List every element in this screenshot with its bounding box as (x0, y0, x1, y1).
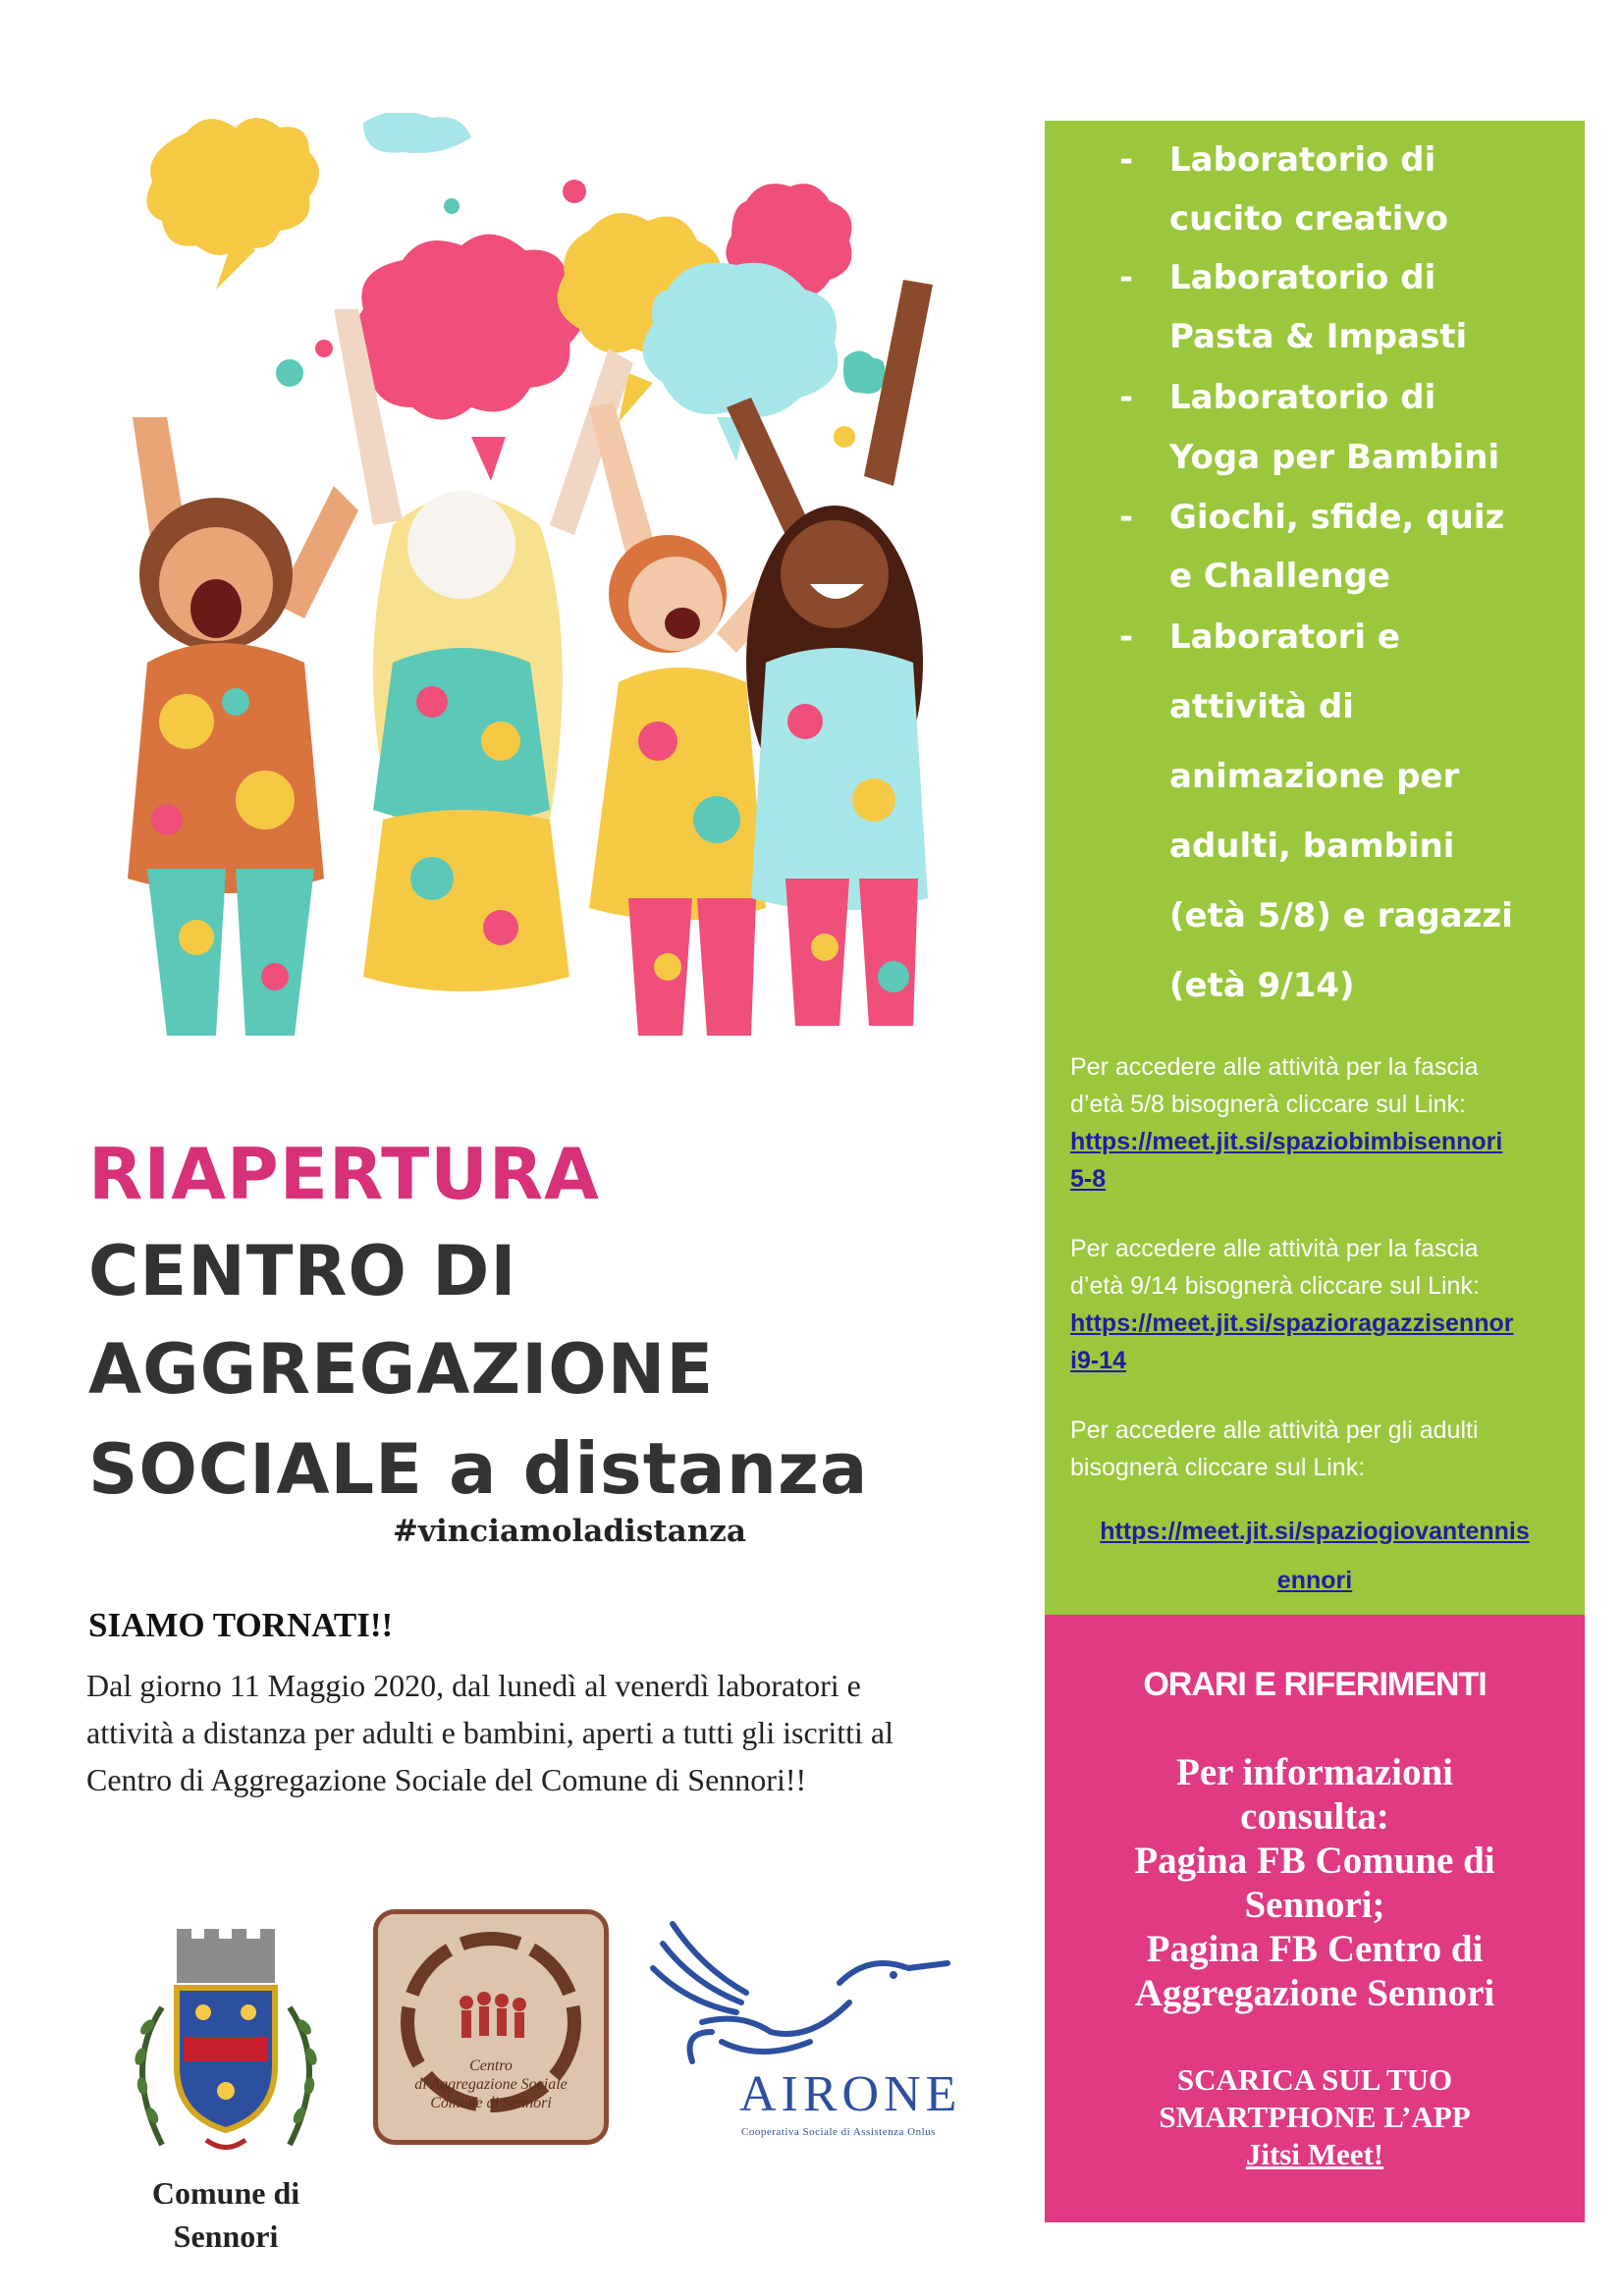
activity-line: Laboratorio di (1169, 258, 1436, 297)
activity-line: Laboratori e (1169, 617, 1400, 657)
download-app (1045, 2061, 1585, 2173)
access-text-line: d’età 9/14 bisognerà cliccare sul Link: (1070, 1272, 1480, 1300)
access-kids-text (1070, 1048, 1561, 1123)
bullet-dash: - (1119, 258, 1134, 297)
comune-caption-line: Sennori (173, 2218, 279, 2254)
contacts-info-line: Per informazioni (1176, 1751, 1453, 1793)
headline-a-distanza: a distanza (422, 1427, 869, 1510)
headline-line-3: AGGREGAZIONE (88, 1329, 715, 1410)
jitsi-meet-link[interactable]: Jitsi Meet! (1245, 2137, 1384, 2171)
activity-line: animazione per (1169, 757, 1460, 796)
activity-line: e Challenge (1169, 557, 1390, 596)
access-text-line: Per accedere alle attività per la fascia (1070, 1235, 1479, 1262)
access-teens-text (1070, 1230, 1561, 1305)
access-kids-link[interactable] (1070, 1123, 1571, 1198)
download-line: SCARICA SUL TUO (1176, 2062, 1453, 2097)
hashtag: #vinciamoladistanza (393, 1514, 746, 1549)
meet-link-line[interactable]: https://meet.jit.si/spaziobimbisennori (1070, 1128, 1503, 1155)
comune-caption-line: Comune di (151, 2175, 300, 2211)
contacts-info-line: Pagina FB Comune di (1134, 1840, 1495, 1882)
centro-aggregazione-logo (373, 1909, 609, 2145)
meet-link-line[interactable]: https://meet.jit.si/spazioragazzisennor (1070, 1309, 1514, 1337)
airone-subtitle: Cooperativa Sociale di Assistenza Onlus (741, 2126, 936, 2138)
activity-line: Laboratorio di (1169, 378, 1436, 417)
meet-link-line[interactable]: https://meet.jit.si/spaziogiovantennis (1100, 1518, 1530, 1545)
kid-curly-hair (128, 417, 358, 1036)
intro-line: Centro di Aggregazione Sociale del Comune di Sennori!! (86, 1762, 807, 1797)
bullet-dash: - (1119, 617, 1134, 657)
contacts-info-line: Aggregazione Sennori (1134, 1972, 1495, 2014)
activities-panel (1045, 121, 1585, 1615)
intro-line: attività a distanza per adulti e bambini, aperti a tutti gli iscritti al (86, 1715, 893, 1750)
intro-paragraph (86, 1662, 1049, 1803)
headline (88, 1133, 869, 1533)
bullet-dash: - (1119, 378, 1134, 417)
activity-line: Giochi, sfide, quiz (1169, 498, 1505, 537)
centro-caption-line: Centro (469, 2057, 513, 2074)
download-line: SMARTPHONE L’APP (1159, 2100, 1471, 2134)
meet-link-line[interactable]: ennori (1276, 1567, 1353, 1594)
access-text-line: bisognerà cliccare sul Link: (1070, 1454, 1366, 1481)
bullet-dash: - (1119, 140, 1134, 180)
comune-sennori-logo (108, 1919, 344, 2255)
activity-line: (età 9/14) (1169, 966, 1355, 1005)
access-text-line: Per accedere alle attività per la fascia (1070, 1053, 1479, 1081)
intro-line: Dal giorno 11 Maggio 2020, dal lunedì al venerdì laboratori e (86, 1668, 861, 1703)
activity-line: (età 5/8) e ragazzi (1169, 896, 1513, 935)
access-teens-link[interactable] (1070, 1305, 1571, 1379)
contacts-title: ORARI E RIFERIMENTI (1143, 1666, 1487, 1703)
meet-link-line[interactable]: i9-14 (1070, 1347, 1126, 1374)
coat-of-arms-icon (113, 1919, 339, 2164)
centro-caption-line: Comune di Sennori (430, 2095, 552, 2111)
airone-name: AIRONE (739, 2066, 962, 2122)
intro-title: SIAMO TORNATI!! (88, 1606, 394, 1644)
contacts-info-line: Sennori; (1244, 1884, 1385, 1926)
activity-line: cucito creativo (1169, 199, 1448, 239)
centro-caption (378, 2056, 604, 2112)
centro-caption-line: di Aggregazione Sociale (414, 2076, 568, 2093)
headline-line-4 (88, 1427, 869, 1510)
contacts-info (1045, 1750, 1585, 2015)
meet-link-line[interactable]: 5-8 (1070, 1165, 1107, 1193)
children-celebrating-illustration (39, 113, 1031, 1055)
contacts-panel (1045, 1615, 1585, 2222)
contacts-info-line: Pagina FB Centro di (1146, 1928, 1484, 1970)
activity-line: adulti, bambini (1169, 827, 1455, 866)
access-adults-text (1070, 1412, 1561, 1486)
access-text-line: d’età 5/8 bisognerà cliccare sul Link: (1070, 1091, 1467, 1118)
activity-line: attività di (1169, 687, 1354, 726)
headline-sociale: SOCIALE (88, 1429, 423, 1510)
speech-bubbles (146, 113, 885, 481)
airone-logo (633, 1914, 997, 2160)
bullet-dash: - (1119, 498, 1134, 537)
heron-icon (633, 1914, 997, 2071)
access-adults-link[interactable] (1045, 1507, 1585, 1605)
headline-line-2: CENTRO DI (88, 1231, 517, 1311)
kid-blonde (334, 309, 633, 991)
headline-riapertura: RIAPERTURA (88, 1133, 600, 1215)
contacts-info-line: consulta: (1240, 1795, 1389, 1838)
activity-line: Pasta & Impasti (1169, 317, 1468, 356)
activity-line: Laboratorio di (1169, 140, 1436, 180)
access-text-line: Per accedere alle attività per gli adulti (1070, 1416, 1479, 1444)
activity-line: Yoga per Bambini (1169, 438, 1500, 477)
